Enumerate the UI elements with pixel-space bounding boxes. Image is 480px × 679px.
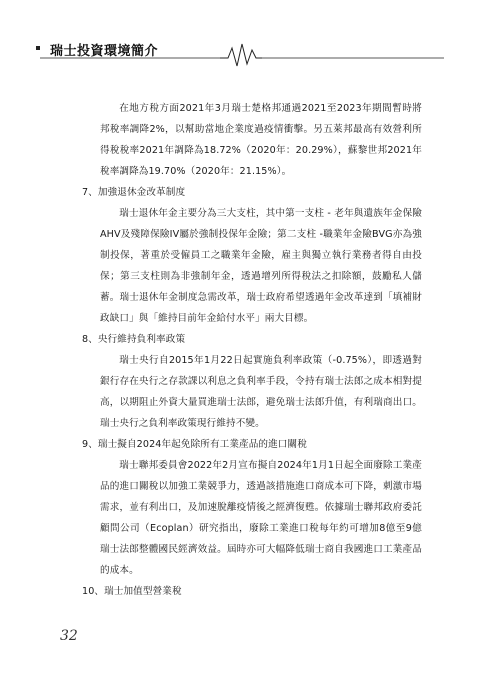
paragraph-import-tariff: 瑞士聯邦委員會2022年2月宣布擬自2024年1月1日起全面廢除工業產品的進口關稅以加強工業競爭力，透過該措施進口商成本可下降，刺激市場需求，並有利出口，及加速脫離疫情後之經濟復甦。依據瑞士聯邦政府委託顧問公司（Ecoplan）研究指出，廢除工業進口稅每年約可增加8億至9億瑞士法郎整體國民經濟效益。屆時亦可大幅降低瑞士商自我國進口工業產品的成本。: [100, 460, 422, 576]
header-title: 瑞士投資環境簡介: [50, 44, 159, 59]
document-body: [82, 98, 422, 602]
section-heading-negative-rate: 8、央行維持負利率政策: [82, 334, 186, 345]
heartbeat-pulse-icon: [220, 44, 262, 66]
section-heading-vat: 10、瑞士加值型營業稅: [82, 586, 182, 597]
paragraph-local-tax: 在地方稅方面2021年3月瑞士楚格邦通過2021至2023年期間暫時將邦稅率調降2%，以幫助當地企業度過疫情衝擊。另五萊邦最高有效營利所得稅稅率2021年調降為18.72%（2020年：20.29%），蘇黎世邦2021年稅率調降為19.70%（2020年：21.15%）。: [100, 103, 422, 177]
running-header: [0, 36, 480, 70]
header-square-icon: [36, 46, 40, 50]
page-number: 32: [60, 628, 78, 644]
paragraph-negative-rate: 瑞士央行自2015年1月22日起實施負利率政策（-0.75%），即透過對銀行存在央行之存款課以利息之負利率手段，令持有瑞士法郎之成本相對提高，以期阻止外資大量買進瑞士法郎，避免瑞士法郎升值，有利瑞商出口。瑞士央行之負利率政策現行維持不變。: [100, 355, 422, 429]
paragraph-pension: 瑞士退休年金主要分為三大支柱，其中第一支柱 - 老年與遺族年金保險AHV及殘障保險IV屬於強制投保年金險；第二支柱 -職業年金險BVG亦為強制投保，著重於受僱員工之職業年金險，雇主與獨立執行業務者得自由投保；第三支柱則為非強制年金，透過增列所得稅法之扣除額，鼓勵私人儲蓄。瑞士退休年金制度急需改革，瑞士政府希望透過年金改革達到「填補財政缺口」與「維持目前年金給付水平」兩大目標。: [100, 208, 422, 324]
section-heading-import-tariff: 9、瑞士擬自2024年起免除所有工業產品的進口關稅: [82, 439, 307, 450]
section-heading-pension: 7、加強退休金改革制度: [82, 187, 186, 198]
